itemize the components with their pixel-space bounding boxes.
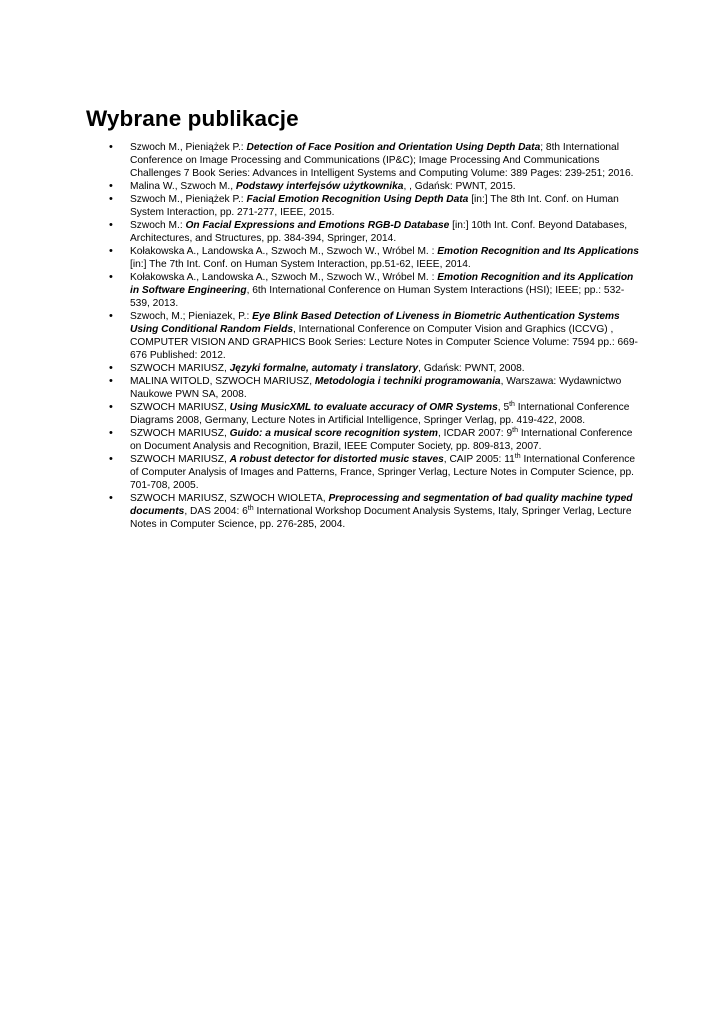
publication-text: , ICDAR 2007: 9 — [437, 428, 513, 439]
publication-title: Detection of Face Position and Orientation Using Depth Data — [246, 142, 541, 153]
publication-text: , Warszawa: Wydawnictwo Naukowe PWN SA, 2008. — [130, 376, 622, 400]
publication-title: Facial Emotion Recognition Using Depth Data — [246, 194, 469, 205]
ordinal-suffix: th — [509, 401, 515, 408]
publication-title: Metodologia i techniki programowania — [314, 376, 501, 387]
publication-text: [in:] 10th Int. Conf. Beyond Databases, Architectures, and Structures, pp. 384-394, Springer, 2014. — [130, 220, 628, 244]
publication-text: International Conference on Document Analysis and Recognition, Brazil, IEEE Computer Society, pp. 809-813, 2007. — [130, 428, 633, 452]
publication-item — [130, 193, 640, 219]
publication-text: , DAS 2004: 6 — [184, 506, 248, 517]
publication-item — [130, 492, 640, 531]
publication-text: International Workshop Document Analysis Systems, Italy, Springer Verlag, Lecture Notes in Computer Science, pp. 276-285, 2004. — [130, 506, 632, 530]
publication-title: Preprocessing and segmentation of bad quality machine typed documents — [130, 493, 633, 517]
publication-list — [130, 141, 640, 531]
publication-item — [130, 375, 640, 401]
publication-text: MALINA WITOLD, SZWOCH MARIUSZ, — [130, 376, 315, 387]
publication-text: Kołakowska A., Landowska A., Szwoch M., Szwoch W., Wróbel M. : — [130, 246, 438, 257]
publication-text: Szwoch M.: — [130, 220, 186, 231]
publication-item — [130, 141, 640, 180]
publication-item — [130, 219, 640, 245]
publication-text: Malina W., Szwoch M., — [130, 181, 236, 192]
publication-item — [130, 453, 640, 492]
publication-text: SZWOCH MARIUSZ, — [130, 454, 230, 465]
publication-text: , CAIP 2005: 11 — [443, 454, 515, 465]
publication-title: Języki formalne, automaty i translatory — [229, 363, 419, 374]
publication-item — [130, 271, 640, 310]
publication-title: Eye Blink Based Detection of Liveness in Biometric Authentication Systems Using Conditional Random Fields — [130, 311, 620, 335]
ordinal-suffix: th — [514, 453, 521, 460]
publication-item — [130, 245, 640, 271]
publication-text: SZWOCH MARIUSZ, — [130, 402, 230, 413]
publication-text: , , Gdańsk: PWNT, 2015. — [403, 181, 516, 192]
publication-title: Guido: a musical score recognition system — [229, 428, 438, 439]
publication-text: SZWOCH MARIUSZ, — [130, 363, 230, 374]
publication-text: SZWOCH MARIUSZ, SZWOCH WIOLETA, — [130, 493, 329, 504]
publication-text: [in:] The 8th Int. Conf. on Human System Interaction, pp. 271-277, IEEE, 2015. — [130, 194, 619, 218]
ordinal-suffix: th — [512, 427, 518, 434]
publication-item — [130, 362, 640, 375]
ordinal-suffix: th — [247, 505, 254, 512]
publication-text: SZWOCH MARIUSZ, — [130, 428, 230, 439]
publication-text: ; 8th International Conference on Image Processing and Communications (IP&C); Image Processing And Communications Challenges 7 Book Series: Advances in Intelligent Systems and Computing Volume: 389 Pages: 239-251; 2016. — [130, 142, 634, 179]
publication-title: Emotion Recognition and its Application in Software Engineering — [130, 272, 634, 296]
publication-item — [130, 427, 640, 453]
publication-title: A robust detector for distorted music staves — [229, 454, 444, 465]
publication-text: International Conference of Computer Analysis of Images and Patterns, France, Springer Verlag, Lecture Notes in Computer Science, pp. 701-708, 2005. — [130, 454, 636, 491]
page-title: Wybrane publikacje — [86, 106, 299, 131]
publication-text: [in:] The 7th Int. Conf. on Human System Interaction, pp.51-62, IEEE, 2014. — [130, 259, 471, 270]
publication-text: Szwoch M., Pieniążek P.: — [130, 194, 247, 205]
publication-text: Szwoch M., Pieniążek P.: — [130, 142, 247, 153]
publication-title: On Facial Expressions and Emotions RGB-D Database — [185, 220, 450, 231]
publication-text: Szwoch, M.; Pieniazek, P.: — [130, 311, 253, 322]
publication-item — [130, 180, 640, 193]
publication-text: , Gdańsk: PWNT, 2008. — [418, 363, 525, 374]
publication-item — [130, 401, 640, 427]
publication-title: Podstawy interfejsów użytkownika — [235, 181, 404, 192]
publication-text: International Conference Diagrams 2008, Germany, Lecture Notes in Artificial Intelligence, Springer Verlag, pp. 419-422, 2008. — [130, 402, 630, 426]
publication-text: Kołakowska A., Landowska A., Szwoch M., Szwoch W., Wróbel M. : — [130, 272, 438, 283]
publication-title: Emotion Recognition and Its Applications — [437, 246, 639, 257]
publication-text: , 5 — [497, 402, 510, 413]
publication-text: , International Conference on Computer Vision and Graphics (ICCVG) , COMPUTER VISION AND GRAPHICS Book Series: Lecture Notes in Computer Science Volume: 7594 pp.: 669-676 Published: 2012. — [130, 324, 638, 361]
publication-title: Using MusicXML to evaluate accuracy of OMR Systems — [229, 402, 498, 413]
publication-text: , 6th International Conference on Human System Interactions (HSI); IEEE; pp.: 532-539, 2013. — [130, 285, 625, 309]
publication-item — [130, 310, 640, 362]
